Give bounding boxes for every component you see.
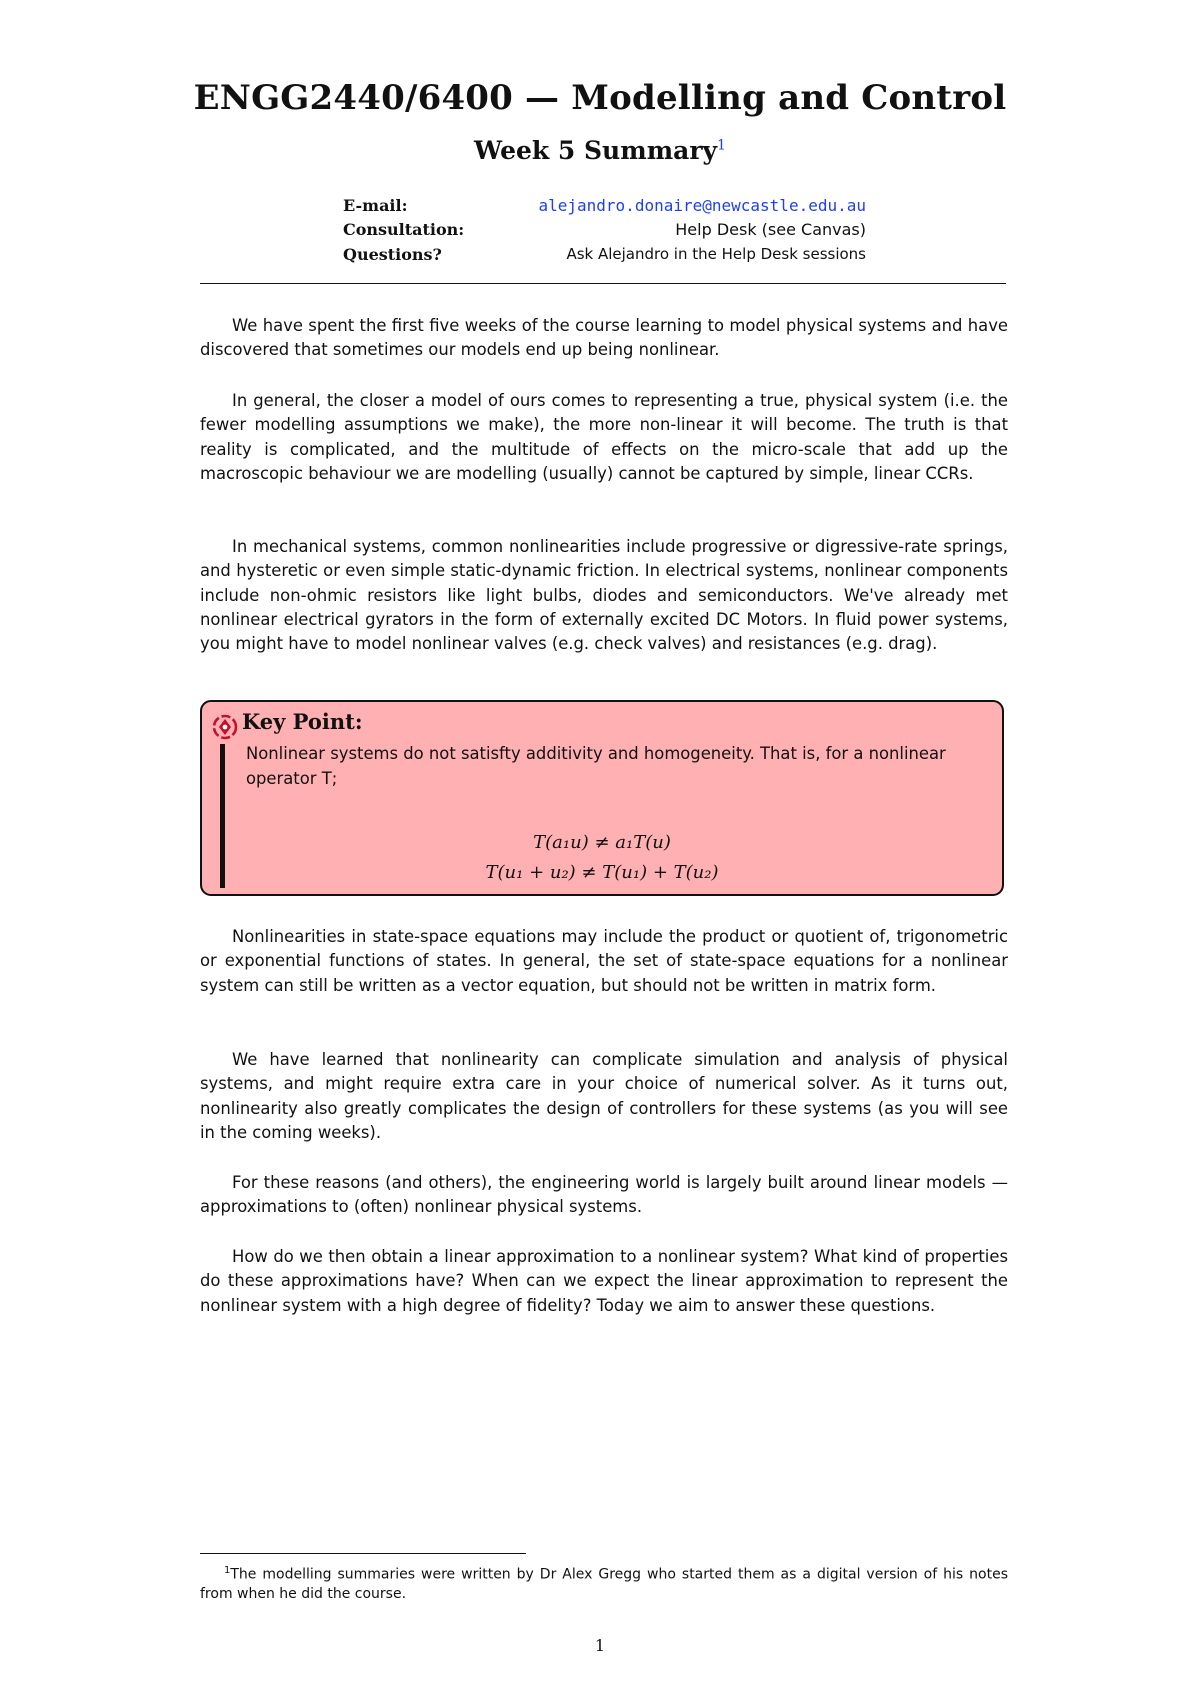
paragraph-questions: How do we then obtain a linear approximation to a nonlinear system? What kind of properties do these approximations have? When can we expect the linear approximation to represent the nonlinear system with a high degree of fidelity? Today we aim to answer these questions. (200, 1247, 1008, 1315)
paragraph-mechanical: In mechanical systems, common nonlinearities include progressive or digressive-rate springs, and hysteretic or even simple static-dynamic friction. In electrical systems, nonlinear components include non-ohmic resistors like light bulbs, diodes and semiconductors. We've already met nonlinear electrical gyrators in the form of externally excited DC Motors. In fluid power systems, you might have to model nonlinear valves (e.g. check valves) and resistances (e.g. drag). (200, 537, 1008, 654)
consultation-label: Consultation: (343, 220, 465, 239)
footnote-mark: 1 (224, 1565, 231, 1576)
footnote-mark-link[interactable]: 1 (717, 137, 726, 154)
paragraph-state-space: Nonlinearities in state-space equations may include the product or quotient of, trigonometric or exponential functions of states. In general, the set of state-space equations for a nonlinear system can still be written as a vector equation, but should not be written in matrix form. (200, 927, 1008, 995)
footnote-divider (200, 1553, 526, 1554)
paragraph-general: In general, the closer a model of ours comes to representing a true, physical system (i.e. the fewer modelling assumptions we make), the more non-linear it will become. The truth is that reality is complicated, and the multitude of effects on the micro-scale that add up the macroscopic behaviour we are modelling (usually) cannot be captured by simple, linear CCRs. (200, 391, 1008, 483)
questions-label: Questions? (343, 245, 442, 264)
key-point-icon (212, 714, 238, 740)
consultation-value: Help Desk (see Canvas) (675, 220, 866, 239)
footnote (200, 1561, 1008, 1604)
paragraph-reasons: For these reasons (and others), the engineering world is largely built around linear models — approximations to (often) nonlinear physical systems. (200, 1173, 1008, 1217)
email-label: E-mail: (343, 196, 408, 215)
page-number: 1 (594, 1636, 606, 1655)
paragraph-simulation: We have learned that nonlinearity can complicate simulation and analysis of physical systems, and might require extra care in your choice of numerical solver. As it turns out, nonlinearity also greatly complicates the design of controllers for these systems (as you will see in the coming weeks). (200, 1050, 1008, 1142)
key-point-equation-1: T(a₁u) ≠ a₁T(u) (533, 832, 671, 853)
document-title: ENGG2440/6400 — Modelling and Control (193, 78, 1007, 118)
key-point-text: Nonlinear systems do not satisfty additivity and homogeneity. That is, for a nonlinear operator T; (246, 744, 946, 788)
subtitle-text: Week 5 Summary (474, 136, 718, 165)
paragraph-intro: We have spent the first five weeks of the course learning to model physical systems and have discovered that sometimes our models end up being nonlinear. (200, 316, 1008, 360)
questions-value: Ask Alejandro in the Help Desk sessions (566, 245, 866, 263)
key-point-equation-2: T(u₁ + u₂) ≠ T(u₁) + T(u₂) (485, 862, 719, 883)
footnote-text: The modelling summaries were written by Dr Alex Gregg who started them as a digital version of his notes from when he did the course. (200, 1566, 1008, 1602)
key-point-title: Key Point: (242, 709, 363, 734)
key-point-box (200, 700, 1004, 896)
document-subtitle (0, 136, 1200, 165)
email-link[interactable]: alejandro.donaire@newcastle.edu.au (538, 196, 866, 215)
header-divider (200, 283, 1006, 284)
